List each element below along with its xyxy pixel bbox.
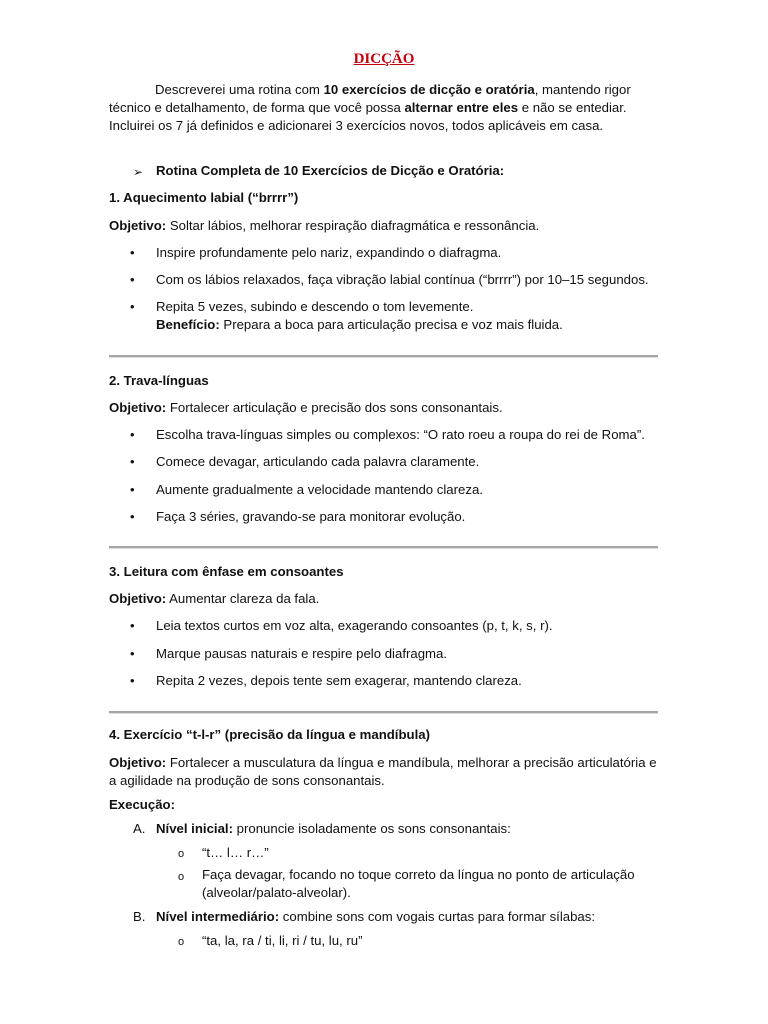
- benefit-text: Prepara a boca para articulação precisa e voz mais fluida.: [219, 317, 563, 332]
- bullet-icon: •: [130, 482, 135, 497]
- benefit-line: [156, 316, 666, 334]
- list-item: Com os lábios relaxados, faça vibração labial contínua (“brrrr”) por 10–15 segundos.: [156, 272, 649, 287]
- level-label: Nível inicial:: [156, 821, 233, 836]
- section-2-heading: 2. Trava-línguas: [109, 373, 209, 388]
- bullet-icon: •: [130, 454, 135, 469]
- circle-bullet-icon: o: [178, 871, 185, 883]
- circle-bullet-icon: o: [178, 936, 185, 948]
- execution-label: Execução:: [109, 797, 175, 812]
- list-item: Repita 5 vezes, subindo e descendo o tom levemente.: [156, 299, 474, 314]
- arrow-bullet-icon: ➢: [133, 165, 144, 179]
- bullet-icon: •: [130, 618, 135, 633]
- level-item: [156, 820, 666, 838]
- routine-heading: Rotina Completa de 10 Exercícios de Dicção e Oratória:: [156, 163, 505, 178]
- section-3-objective: [109, 590, 661, 608]
- objective-label: Objetivo:: [109, 400, 167, 415]
- list-item: Comece devagar, articulando cada palavra claramente.: [156, 454, 480, 469]
- section-4-objective: [109, 754, 661, 790]
- level-label: Nível intermediário:: [156, 909, 280, 924]
- section-4-heading: 4. Exercício “t-l-r” (precisão da língua e mandíbula): [109, 727, 430, 742]
- intro-paragraph: [109, 81, 661, 135]
- list-item: Aumente gradualmente a velocidade mantendo clareza.: [156, 482, 483, 497]
- list-item: Inspire profundamente pelo nariz, expandindo o diafragma.: [156, 245, 502, 260]
- section-divider: [109, 711, 658, 714]
- section-1-objective: [109, 217, 661, 235]
- intro-bold-2: alternar entre eles: [404, 100, 519, 115]
- objective-text: Fortalecer a musculatura da língua e mandíbula, melhorar a precisão articulatória e a agilidade na produção de sons consonantais.: [109, 755, 657, 788]
- sub-item: “ta, la, ra / ti, li, ri / tu, lu, ru”: [202, 933, 363, 948]
- circle-bullet-icon: o: [178, 848, 185, 860]
- section-1-heading: 1. Aquecimento labial (“brrrr”): [109, 190, 299, 205]
- bullet-icon: •: [130, 509, 135, 524]
- bullet-icon: •: [130, 673, 135, 688]
- list-item: Marque pausas naturais e respire pelo diafragma.: [156, 646, 448, 661]
- benefit-label: Benefício:: [156, 317, 220, 332]
- intro-bold-1: 10 exercícios de dicção e oratória: [323, 82, 535, 97]
- sub-item: “t… l… r…”: [202, 845, 269, 860]
- list-letter: A.: [133, 821, 146, 836]
- level-item: [156, 908, 666, 926]
- objective-text: Fortalecer articulação e precisão dos sons consonantais.: [166, 400, 503, 415]
- list-item: Leia textos curtos em voz alta, exagerando consoantes (p, t, k, s, r).: [156, 618, 553, 633]
- objective-label: Objetivo:: [109, 755, 167, 770]
- bullet-icon: •: [130, 245, 135, 260]
- intro-text-3: e não se entediar. Incluirei os 7 já definidos e adicionarei 3 exercícios novos, todos aplicáveis em casa.: [109, 100, 627, 133]
- section-divider: [109, 546, 658, 549]
- objective-text: Aumentar clareza da fala.: [166, 591, 320, 606]
- list-item: Escolha trava-línguas simples ou complexos: “O rato roeu a roupa do rei de Roma”.: [156, 427, 645, 442]
- intro-text-1: Descreverei uma rotina com: [155, 82, 324, 97]
- intro-text-2: , mantendo rigor técnico e detalhamento, de forma que você possa: [109, 82, 631, 115]
- page-title: DICÇÃO: [353, 51, 415, 67]
- bullet-icon: •: [130, 646, 135, 661]
- section-divider: [109, 355, 658, 358]
- objective-label: Objetivo:: [109, 591, 167, 606]
- list-letter: B.: [133, 909, 146, 924]
- list-item: Repita 2 vezes, depois tente sem exagerar, mantendo clareza.: [156, 673, 522, 688]
- level-text: pronuncie isoladamente os sons consonantais:: [232, 821, 511, 836]
- objective-text: Soltar lábios, melhorar respiração diafragmática e ressonância.: [166, 218, 540, 233]
- list-item: Faça 3 séries, gravando-se para monitorar evolução.: [156, 509, 466, 524]
- objective-label: Objetivo:: [109, 218, 167, 233]
- section-2-objective: [109, 399, 661, 417]
- level-text: combine sons com vogais curtas para formar sílabas:: [279, 909, 596, 924]
- sub-item: Faça devagar, focando no toque correto da língua no ponto de articulação (alveolar/palato-alveolar).: [202, 867, 635, 900]
- bullet-icon: •: [130, 299, 135, 314]
- bullet-icon: •: [130, 272, 135, 287]
- section-3-heading: 3. Leitura com ênfase em consoantes: [109, 564, 344, 579]
- bullet-icon: •: [130, 427, 135, 442]
